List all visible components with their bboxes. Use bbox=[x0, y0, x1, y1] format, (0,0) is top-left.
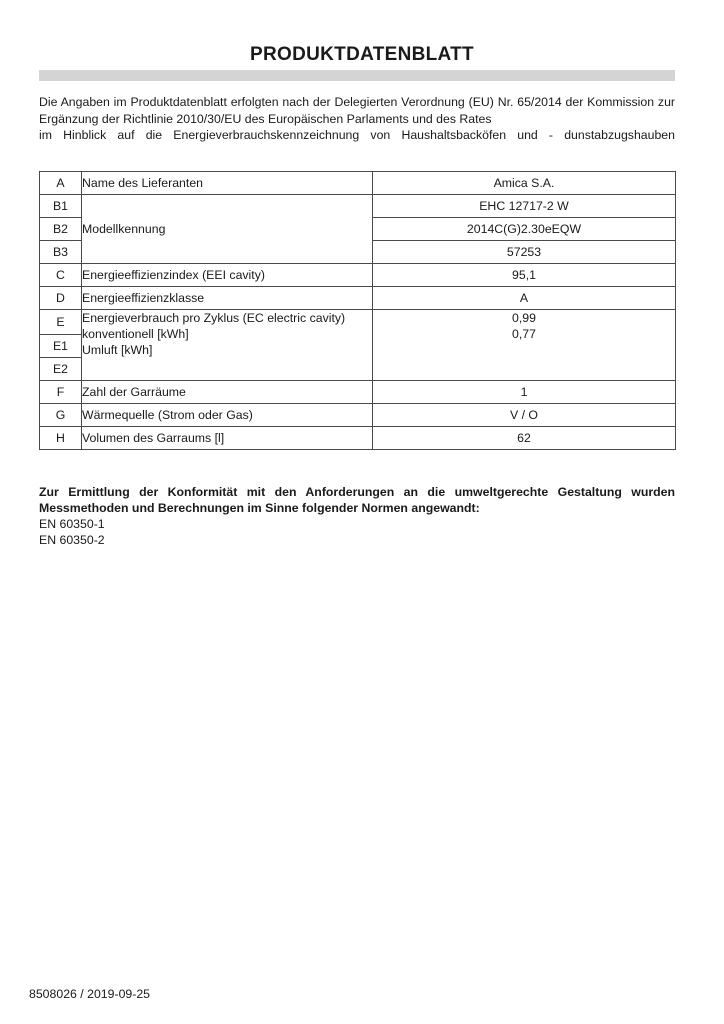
energy-value: 0,99 bbox=[512, 311, 536, 325]
row-label-energy bbox=[82, 310, 373, 381]
row-value: 57253 bbox=[373, 241, 676, 264]
energy-value: 0,77 bbox=[512, 327, 536, 341]
page-title: PRODUKTDATENBLATT bbox=[250, 44, 474, 65]
row-value: 1 bbox=[373, 381, 676, 404]
row-label: Energieeffizienzindex (EEI cavity) bbox=[82, 264, 373, 287]
energy-sub-label: Umluft [kWh] bbox=[82, 343, 153, 357]
product-data-table bbox=[39, 171, 676, 450]
row-value: EHC 12717-2 W bbox=[373, 195, 676, 218]
intro-line-1: Die Angaben im Produktdatenblatt erfolgten nach der Delegierten Verordnung (EU) Nr. 65/2014 der Kommission zur Ergänzung der Richtlinie 2010/30/EU des Europäischen Parlaments und des Rates bbox=[39, 95, 675, 126]
title-underline-bar bbox=[39, 70, 675, 81]
row-code: E2 bbox=[40, 358, 82, 381]
document-id-footer: 8508026 / 2019-09-25 bbox=[29, 987, 151, 1001]
table-row bbox=[40, 381, 676, 404]
row-code: F bbox=[40, 381, 82, 404]
row-label: Modellkennung bbox=[82, 195, 373, 264]
row-value: Amica S.A. bbox=[373, 172, 676, 195]
row-label: Name des Lieferanten bbox=[82, 172, 373, 195]
row-value: 95,1 bbox=[373, 264, 676, 287]
energy-sub-label: konventionell [kWh] bbox=[82, 327, 189, 341]
table-row bbox=[40, 310, 676, 335]
energy-heading: Energieverbrauch pro Zyklus (EC electric cavity) bbox=[82, 311, 346, 325]
standard-item: EN 60350-2 bbox=[39, 533, 105, 547]
row-label: Wärmequelle (Strom oder Gas) bbox=[82, 404, 373, 427]
conformity-section bbox=[39, 484, 675, 548]
table-row bbox=[40, 195, 676, 218]
row-code: H bbox=[40, 427, 82, 450]
row-label: Volumen des Garraums [l] bbox=[82, 427, 373, 450]
table-row bbox=[40, 287, 676, 310]
row-value: 62 bbox=[373, 427, 676, 450]
row-code: E1 bbox=[40, 335, 82, 358]
table-row bbox=[40, 172, 676, 195]
conformity-statement: Zur Ermittlung der Konformität mit den Anforderungen an die umweltgerechte Gestaltung wurden Messmethoden und Berechnungen im Sinne folgender Normen angewandt: bbox=[39, 485, 675, 515]
intro-line-2: im Hinblick auf die Energieverbrauchskennzeichnung von Haushaltsbacköfen und - dunstabzugshauben bbox=[39, 128, 675, 142]
row-code: C bbox=[40, 264, 82, 287]
table-row bbox=[40, 427, 676, 450]
row-value: A bbox=[373, 287, 676, 310]
row-code: B2 bbox=[40, 218, 82, 241]
standard-item: EN 60350-1 bbox=[39, 517, 105, 531]
row-code: A bbox=[40, 172, 82, 195]
row-label: Zahl der Garräume bbox=[82, 381, 373, 404]
row-code: D bbox=[40, 287, 82, 310]
table-row bbox=[40, 404, 676, 427]
row-value: 2014C(G)2.30eEQW bbox=[373, 218, 676, 241]
row-label: Energieeffizienzklasse bbox=[82, 287, 373, 310]
table-row bbox=[40, 264, 676, 287]
row-code: B3 bbox=[40, 241, 82, 264]
row-code: G bbox=[40, 404, 82, 427]
row-code: B1 bbox=[40, 195, 82, 218]
row-value: V / O bbox=[373, 404, 676, 427]
intro-paragraph bbox=[39, 94, 675, 144]
row-code: E bbox=[40, 310, 82, 335]
row-value-energy bbox=[373, 310, 676, 381]
